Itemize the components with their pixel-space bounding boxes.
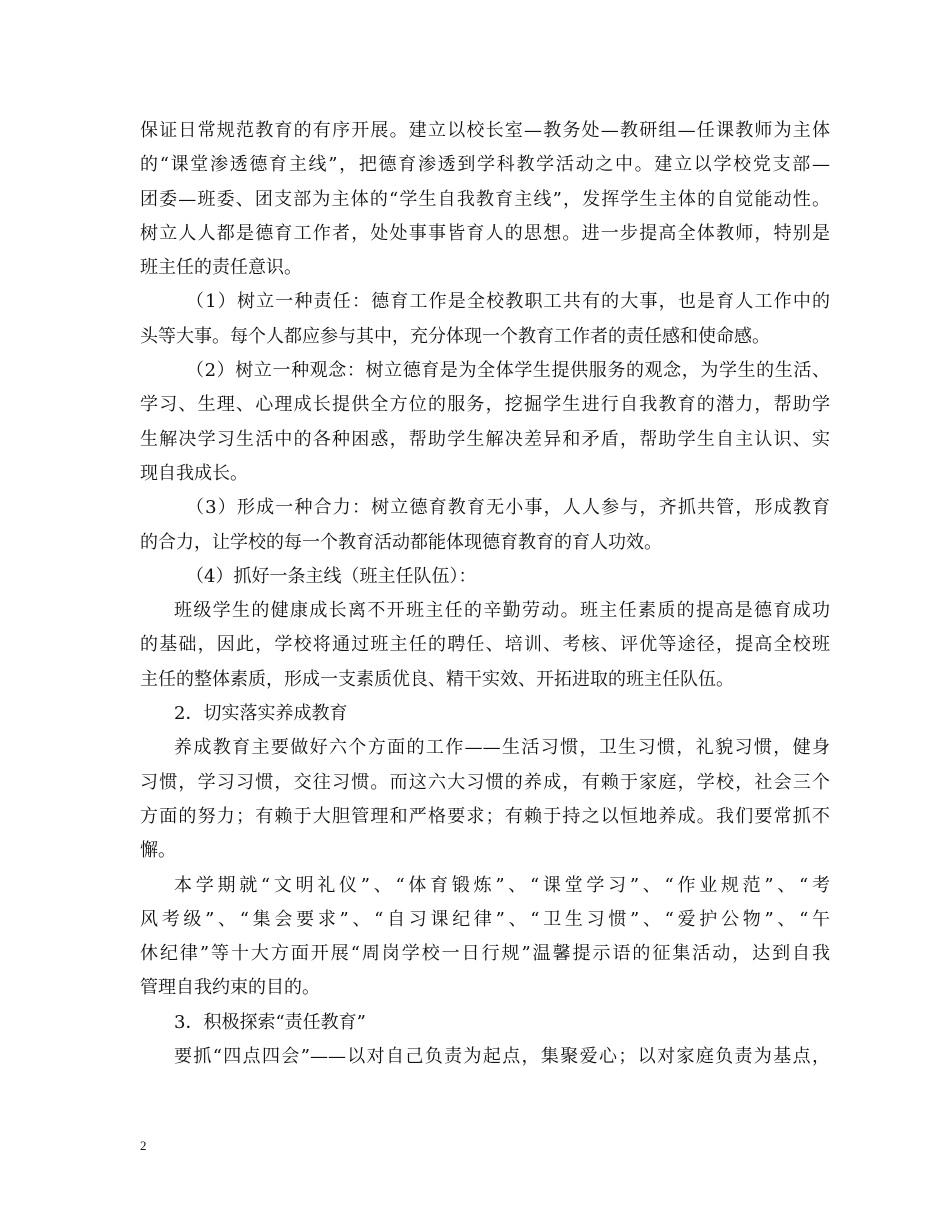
text-line: 学习、生理、心理成长提供全方位的服务，挖掘学生进行自我教育的潜力，帮助学 (140, 394, 830, 416)
text-line: 保证日常规范教育的有序开展。建立以校长室—教务处—教研组—任课教师为主体 (140, 120, 830, 141)
text-line: 生解决学习生活中的各种困惑，帮助学生解决差异和矛盾，帮助学生自主认识、实 (140, 428, 830, 450)
text-line: 团委—班委、团支部为主体的“学生自我教育主线”，发挥学生主体的自觉能动性。 (140, 188, 830, 210)
text-line: 2．切实落实养成教育 (174, 703, 348, 725)
text-line: 班级学生的健康成长离不开班主任的辛勤劳动。班主任素质的提高是德育成功 (174, 600, 830, 622)
text-line: 风考级”、“集会要求”、“自习课纪律”、“卫生习惯”、“爱护公物”、“午 (140, 908, 830, 930)
text-line: 3．积极探索“责任教育” (174, 1011, 366, 1033)
text-line: 主任的整体素质，形成一支素质优良、精干实效、开拓进取的班主任队伍。 (140, 668, 734, 690)
text-line: 休纪律”等十大方面开展“周岗学校一日行规”温馨提示语的征集活动，达到自我 (140, 943, 830, 965)
text-line: 头等大事。每个人都应参与其中，充分体现一个教育工作者的责任感和使命感。 (140, 325, 770, 347)
text-line: 要抓“四点四会”——以对自己负责为起点，集聚爱心；以对家庭负责为基点， (174, 1046, 830, 1068)
text-line: （3）形成一种合力：树立德育教育无小事，人人参与，齐抓共管，形成教育 (186, 497, 830, 519)
text-line: 本学期就“文明礼仪”、“体育锻炼”、“课堂学习”、“作业规范”、“考 (174, 874, 830, 896)
text-line: 树立人人都是德育工作者，处处事事皆育人的思想。进一步提高全体教师，特别是 (140, 222, 830, 244)
text-line: 懈。 (140, 840, 176, 862)
page-number: 2 (140, 1138, 147, 1153)
text-line: 方面的努力；有赖于大胆管理和严格要求；有赖于持之以恒地养成。我们要常抓不 (140, 805, 830, 827)
text-line: （1）树立一种责任：德育工作是全校教职工共有的大事，也是育人工作中的 (186, 291, 830, 313)
text-line: （4）抓好一条主线（班主任队伍）： (186, 565, 477, 587)
text-line: 养成教育主要做好六个方面的工作——生活习惯，卫生习惯，礼貌习惯，健身 (174, 737, 830, 759)
body-text (140, 114, 830, 1074)
text-line: 现自我成长。 (140, 462, 248, 484)
text-line: （2）树立一种观念：树立德育是为全体学生提供服务的观念，为学生的生活、 (186, 360, 830, 382)
text-line: 的“课堂渗透德育主线”，把德育渗透到学科教学活动之中。建立以学校党支部— (140, 154, 830, 176)
text-line: 的基础，因此，学校将通过班主任的聘任、培训、考核、评优等途径，提高全校班 (140, 634, 830, 656)
text-line: 的合力，让学校的每一个教育活动都能体现德育教育的育人功效。 (140, 531, 662, 553)
text-line: 习惯，学习习惯，交往习惯。而这六大习惯的养成，有赖于家庭，学校，社会三个 (140, 771, 830, 793)
text-line: 管理自我约束的目的。 (140, 977, 320, 999)
text-line: 班主任的责任意识。 (140, 257, 302, 279)
